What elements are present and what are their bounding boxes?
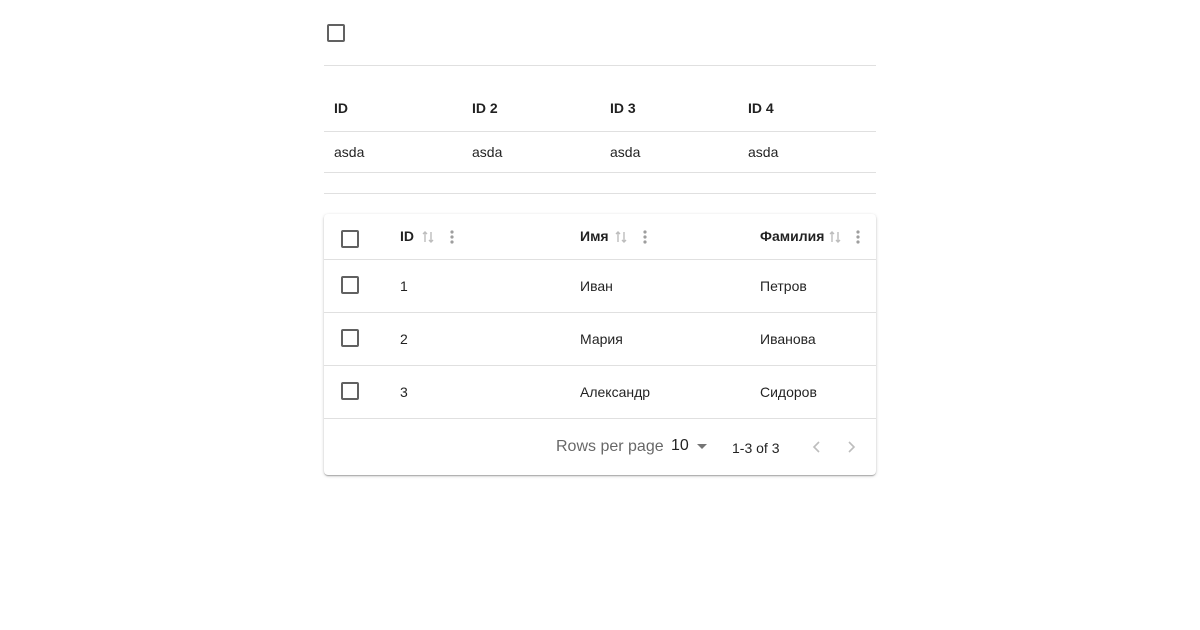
cell-id: 2 [400,330,408,347]
sort-arrows-icon[interactable] [421,229,437,245]
arrow-drop-down-icon [697,444,707,449]
next-page-button[interactable] [839,435,863,459]
top-checkbox[interactable] [327,24,345,42]
sort-arrows-icon[interactable] [614,229,630,245]
rows-per-page-value: 10 [671,436,689,454]
table-row[interactable] [324,313,876,366]
table-cell: asda [462,131,600,172]
simple-header-id2: ID 2 [462,66,600,131]
simple-table-header-row [324,66,876,131]
rows-per-page-select[interactable] [671,437,707,455]
top-select-row [324,0,876,66]
simple-header-id: ID [324,66,462,131]
previous-page-button[interactable] [805,435,829,459]
cell-surname: Петров [760,277,807,294]
simple-header-id3: ID 3 [600,66,738,131]
pagination-range: 1-3 of 3 [732,439,780,456]
row-checkbox[interactable] [341,382,359,400]
column-header-surname[interactable]: Фамилия [760,228,825,244]
cell-surname: Сидоров [760,383,817,400]
column-header-id[interactable]: ID [400,228,414,244]
table-row[interactable] [324,366,876,419]
divider [324,173,876,194]
table-row[interactable] [324,260,876,313]
data-grid [324,214,876,475]
pagination-footer [324,419,876,475]
row-checkbox[interactable] [341,329,359,347]
grid-header-row [324,214,876,260]
page-content [324,0,876,475]
cell-id: 3 [400,383,408,400]
row-checkbox[interactable] [341,276,359,294]
simple-header-id4: ID 4 [738,66,876,131]
chevron-left-icon [811,441,823,453]
chevron-right-icon [845,441,857,453]
simple-table [324,66,876,173]
cell-name: Мария [580,330,623,347]
cell-name: Иван [580,277,613,294]
rows-per-page-label: Rows per page [556,437,664,455]
more-vert-icon[interactable] [855,229,861,245]
more-vert-icon[interactable] [449,229,455,245]
select-all-checkbox[interactable] [341,230,359,248]
table-cell: asda [738,131,876,172]
cell-name: Александр [580,383,651,400]
column-header-name[interactable]: Имя [580,228,609,244]
sort-arrows-icon[interactable] [828,229,844,245]
more-vert-icon[interactable] [642,229,648,245]
table-cell: asda [324,131,462,172]
table-row [324,131,876,172]
cell-surname: Иванова [760,330,816,347]
table-cell: asda [600,131,738,172]
cell-id: 1 [400,277,408,294]
